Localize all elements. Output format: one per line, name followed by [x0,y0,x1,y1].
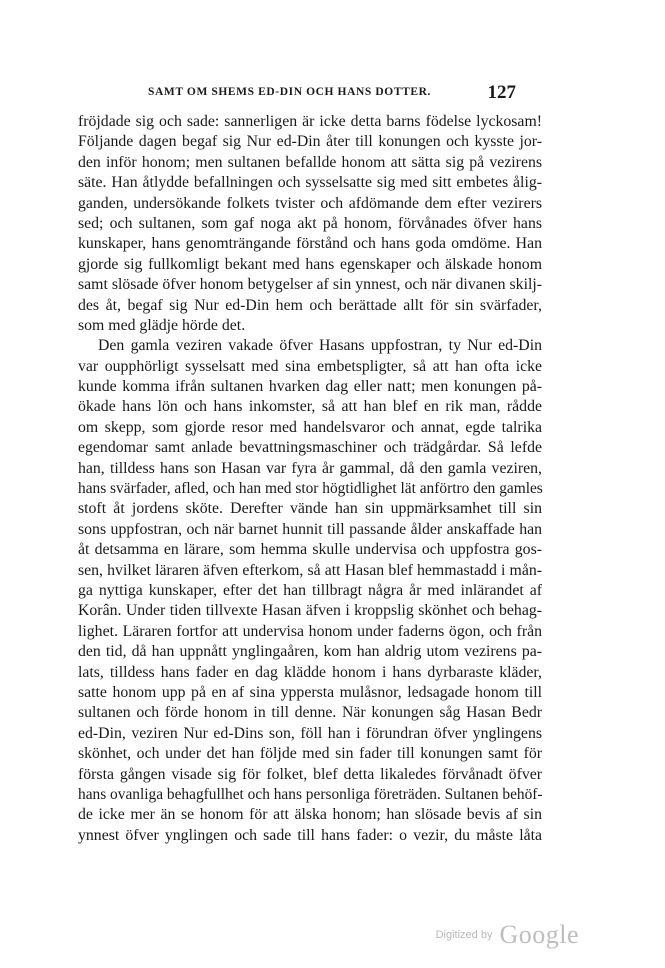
text-line: om skepp, som gjorde resor med handelsvaror och annat, egde talrika [78,418,542,436]
text-line: sed; och sultanen, som gaf noga akt på honom, förvånades öfver hans [78,214,542,232]
text-line: Den gamla veziren vakade öfver Hasans uppfostran, ty Nur ed-Din [98,337,542,355]
digitized-by-google-mark [436,920,579,954]
text-line: han, tilldess hans son Hasan var fyra år gammal, då den gamla veziren, [78,459,542,477]
text-line: säte. Han åtlydde befallningen och sysselsatte sig med sitt embetes ålig- [78,174,542,192]
text-line: ga nyttiga kunskaper, efter det han tillbragt några år med inlärandet af [78,581,542,599]
text-line: ganden, undersökande folkets tvister och afdömande dem efter vezirers [78,194,542,212]
text-line: stoft åt jordens sköte. Derefter vände han sin uppmärksamhet till sin [78,500,542,518]
text-line: som med glädje hörde det. [78,316,246,334]
text-line: ed-Din, veziren Nur ed-Dins son, föll han i förundran öfver ynglingens [78,724,542,742]
body-text [78,112,542,846]
text-line: lighet. Läraren fortfor att undervisa honom under faderns ögon, och från [78,622,542,640]
paragraph [78,112,542,336]
running-title: SAMT OM SHEMS ED-DIN OCH HANS DOTTER. [148,86,432,98]
text-line: sons uppfostran, och när barnet hunnit till passande ålder anskaffade han [78,520,542,538]
text-line: Följande dagen begaf sig Nur ed-Din åter till konungen och kysste jor- [78,133,542,151]
text-line: den inför honom; men sultanen befallde honom att sätta sig på vezirens [78,153,542,171]
text-line: gjorde sig fullkomligt bekant med hans egenskaper och älskade honom [78,255,542,273]
page-number: 127 [487,82,516,103]
text-line: fröjdade sig och sade: sannerligen är icke detta barns födelse lyckosam! [78,113,542,130]
text-line: des åt, begaf sig Nur ed-Din hem och berättade allt för sin svärfader, [78,296,542,314]
text-line: den tid, då han uppnått ynglingaåren, kom han aldrig utom vezirens pa- [78,643,542,661]
text-line: kunskaper, hans genomträngande förstånd och hans goda omdöme. Han [78,235,542,253]
text-line: sen, hvilket läraren äfven efterkom, så att Hasan blef hemmastadd i mån- [78,561,542,579]
text-line: skönhet, och under det han följde med sin fader till konungen samt för [78,745,542,763]
text-line: hans ovanliga behagfullhet och hans personliga företräden. Sultanen behöf- [78,785,543,803]
text-line: ökade hans lön och hans inkomster, så att han blef en rik man, rådde [78,398,542,416]
text-line: egendomar samt anlade bevattningsmaschiner och trädgårdar. Så lefde [78,439,542,457]
text-line: lats, tilldess hans fader en dag klädde honom i hans dyrbaraste kläder, [78,663,542,681]
text-line: första gången visade sig för folket, blef detta likaledes förvånadt öfver [78,765,542,783]
text-line: satte honom upp på en af sina yppersta mulåsnor, ledsagade honom till [78,683,542,701]
paragraph [78,336,542,846]
digitized-by-label: Digitized by [435,929,493,941]
text-line: Korân. Under tiden tillvexte Hasan äfven i kroppslig skönhet och behag- [78,602,542,620]
text-line: sultanen och förde honom in till denne. När konungen såg Hasan Bedr [78,704,542,722]
text-line: ynnest öfver ynglingen och sade till hans fader: o vezir, du måste låta [78,826,542,844]
text-line: kunde komma ifrån sultanen hvarken dag eller natt; men konungen på- [78,378,542,396]
text-line: hans svärfader, afled, och han med stor högtidlighet lät anförtro den gamles [78,480,543,498]
text-line: de icke mer än se honom för att älska honom; han slösade bevis af sin [78,806,542,824]
google-logo: Google [499,920,579,949]
running-head [120,82,520,106]
text-line: var oupphörligt sysselsatt med sina embetspligter, så att han ofta icke [78,357,542,375]
text-line: samt slösade öfver honom betygelser af sin ynnest, och när divanen skilj- [78,276,542,294]
text-line: åt detsamma en lärare, som hemma skulle undervisa och uppfostra gos- [78,541,542,559]
